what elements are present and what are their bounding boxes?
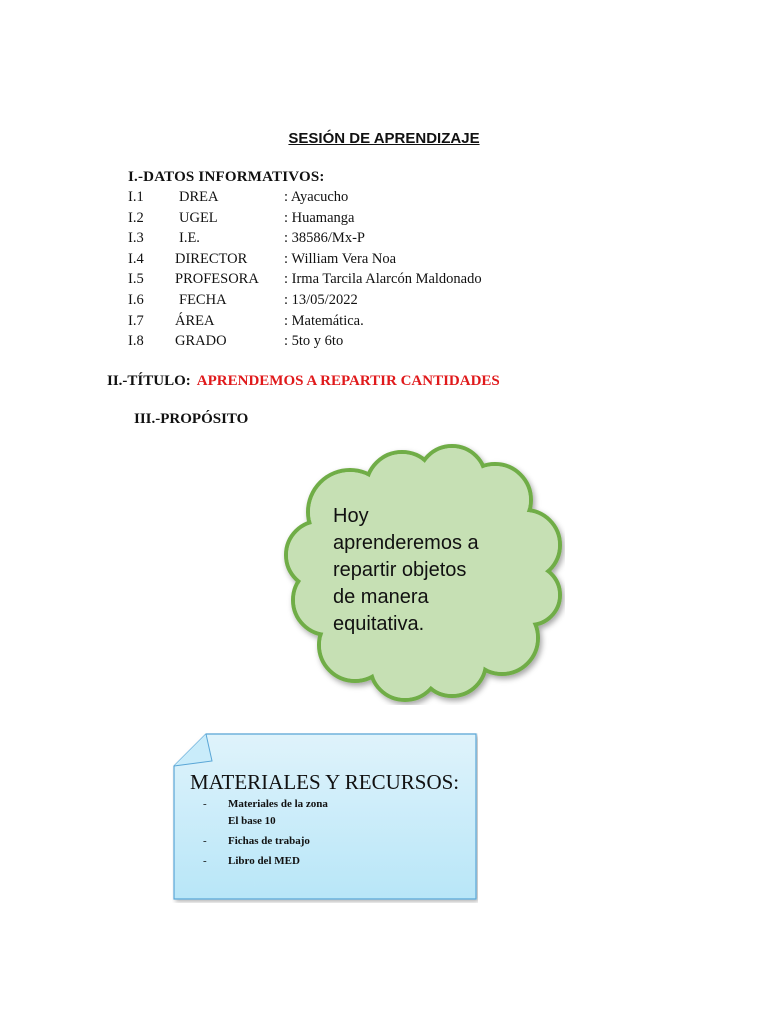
titulo-label: II.-TÍTULO: — [107, 373, 191, 389]
list-item — [200, 796, 328, 813]
row-number: I.6 — [128, 292, 144, 308]
row-label: DREA — [179, 189, 219, 205]
list-item-text: El base 10 — [228, 814, 276, 827]
titulo-value: APRENDEMOS A REPARTIR CANTIDADES — [196, 373, 500, 389]
proposito-text — [333, 503, 513, 638]
row-value: : Ayacucho — [284, 189, 349, 205]
row-value: : 38586/Mx-P — [284, 230, 365, 246]
row-value: : 5to y 6to — [284, 333, 344, 349]
row-label: FECHA — [179, 292, 227, 308]
cloud-line: repartir objetos — [333, 559, 467, 581]
list-dash: - — [203, 798, 207, 810]
row-value: : Matemática. — [284, 313, 364, 329]
page-title — [0, 130, 768, 147]
row-number: I.1 — [128, 189, 144, 205]
row-label: DIRECTOR — [175, 251, 248, 267]
row-number: I.3 — [128, 230, 144, 246]
row-value: : Huamanga — [284, 210, 355, 226]
list-dash: - — [203, 854, 207, 867]
row-label: I.E. — [179, 230, 200, 246]
row-number: I.8 — [128, 333, 144, 349]
row-label: ÁREA — [175, 313, 215, 329]
materiales-list — [200, 796, 328, 869]
cloud-line: Hoy — [333, 505, 369, 527]
row-value: : Irma Tarcila Alarcón Maldonado — [284, 271, 482, 287]
row-value: : 13/05/2022 — [284, 292, 358, 308]
row-label: PROFESORA — [175, 271, 259, 287]
page-title-text: SESIÓN DE APRENDIZAJE — [288, 130, 480, 147]
list-item — [200, 833, 328, 850]
list-item-text: Fichas de trabajo — [228, 835, 310, 847]
row-number: I.2 — [128, 210, 144, 226]
row-value: : William Vera Noa — [284, 251, 397, 267]
cloud-line: de manera — [333, 586, 429, 608]
titulo-line — [107, 373, 500, 390]
list-dash: - — [203, 835, 207, 847]
row-label: GRADO — [175, 333, 227, 349]
row-number: I.7 — [128, 313, 144, 329]
row-number: I.4 — [128, 251, 144, 267]
cloud-line: aprenderemos a — [333, 532, 479, 554]
datos-heading: I.-DATOS INFORMATIVOS: — [128, 169, 325, 185]
list-item-text: Libro del MED — [228, 854, 300, 867]
list-item-text: Materiales de la zona — [228, 798, 328, 810]
row-label: UGEL — [179, 210, 218, 226]
cloud-line: equitativa. — [333, 613, 425, 635]
materiales-title: MATERIALES Y RECURSOS: — [190, 770, 460, 794]
list-item — [200, 853, 328, 870]
list-item — [200, 813, 328, 830]
proposito-heading: III.-PROPÓSITO — [134, 411, 249, 427]
row-number: I.5 — [128, 271, 144, 287]
